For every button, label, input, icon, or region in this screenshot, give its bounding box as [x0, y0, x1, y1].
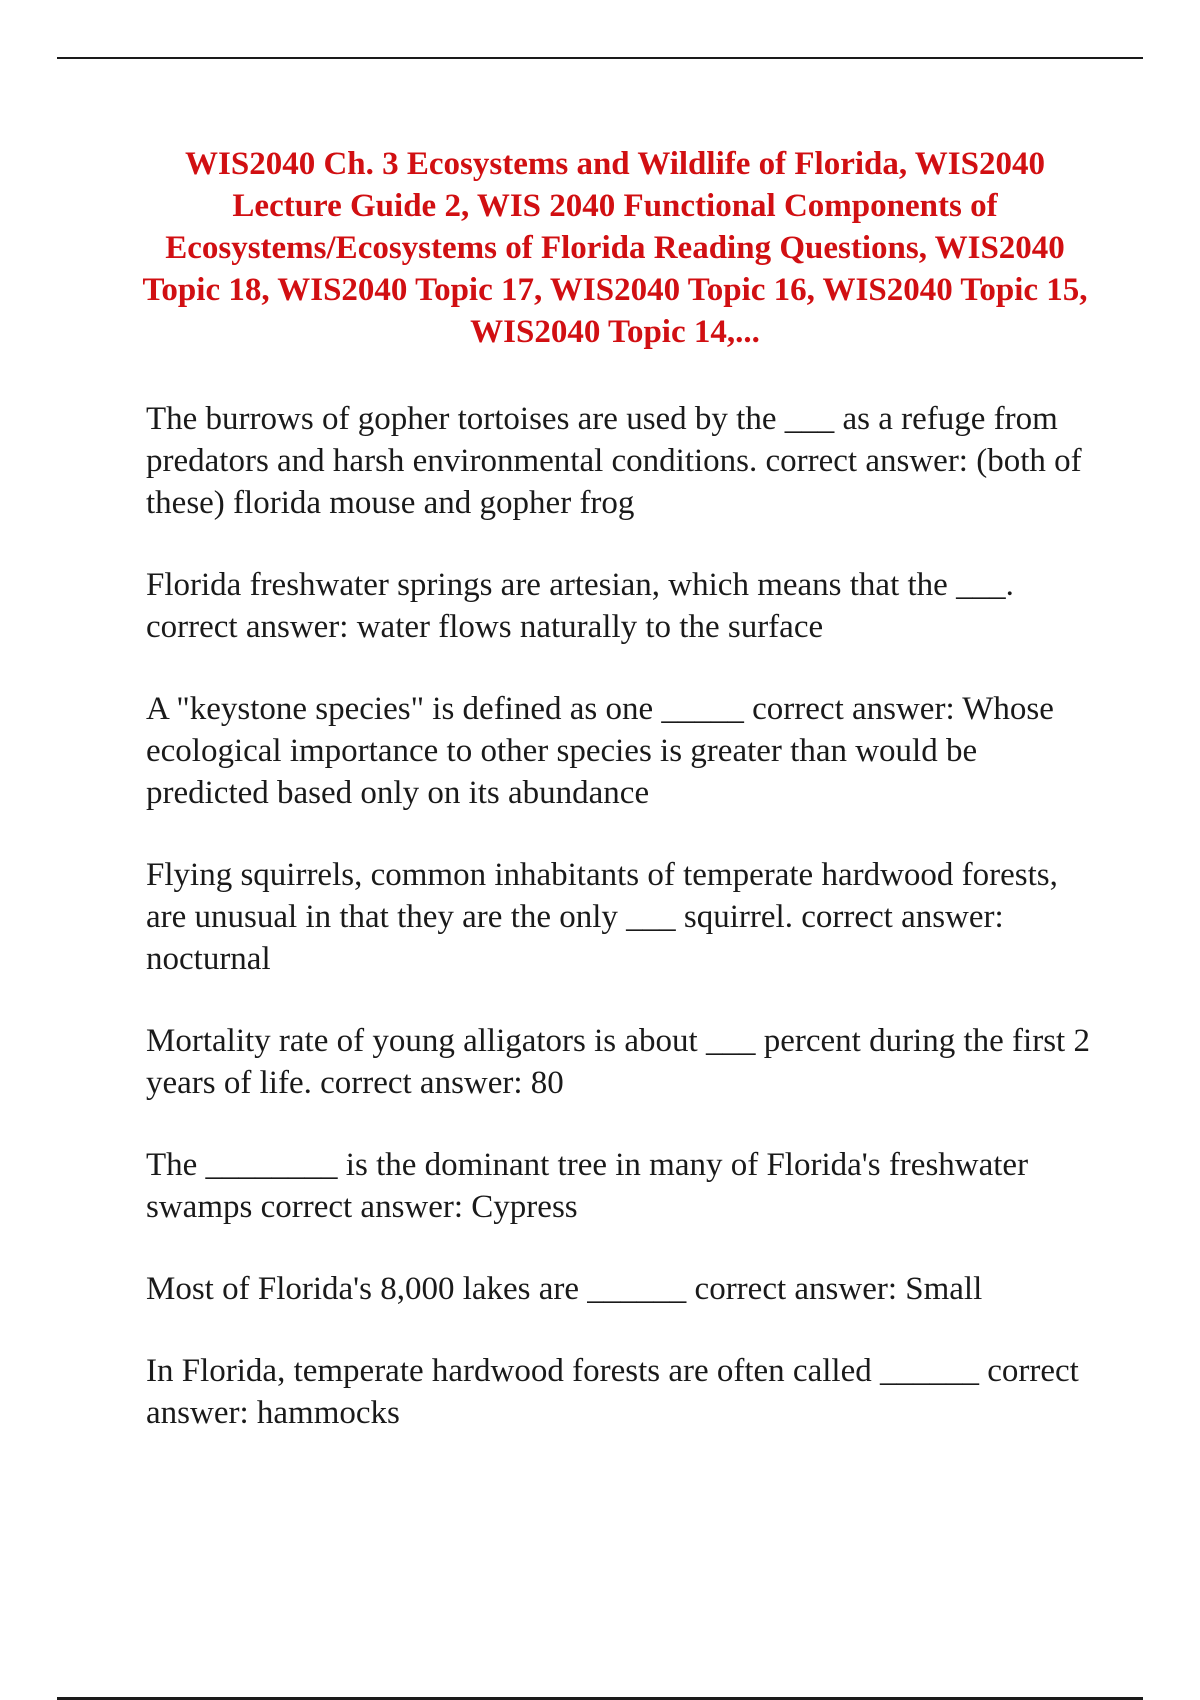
qa-item: Florida freshwater springs are artesian, which means that the ___. correct answer: water flows naturally to the surface	[146, 567, 1014, 645]
qa-item: Mortality rate of young alligators is about ___ percent during the first 2 years of life. correct answer: 80	[146, 1023, 1090, 1101]
question-list	[146, 398, 1106, 1434]
document-title: WIS2040 Ch. 3 Ecosystems and Wildlife of Florida, WIS2040 Lecture Guide 2, WIS 2040 Functional Components of Ecosystems/Ecosystems of Florida Reading Questions, WIS2040 Topic 18, WIS2040 Topic 17, WIS2040 Topic 16, WIS2040 Topic 15, WIS2040 Topic 14,...	[142, 146, 1088, 350]
qa-item: The ________ is the dominant tree in many of Florida's freshwater swamps correct answer: Cypress	[146, 1147, 1029, 1225]
qa-item: A "keystone species" is defined as one _____ correct answer: Whose ecological importance to other species is greater than would be predicted based only on its abundance	[146, 691, 1054, 811]
qa-item: In Florida, temperate hardwood forests are often called ______ correct answer: hammocks	[146, 1353, 1079, 1431]
qa-item: Most of Florida's 8,000 lakes are ______ correct answer: Small	[146, 1271, 983, 1307]
qa-item: Flying squirrels, common inhabitants of temperate hardwood forests, are unusual in that they are the only ___ squirrel. correct answer: nocturnal	[146, 857, 1058, 977]
qa-item: The burrows of gopher tortoises are used by the ___ as a refuge from predators and harsh environmental conditions. correct answer: (both of these) florida mouse and gopher frog	[146, 401, 1082, 521]
top-rule	[57, 57, 1143, 59]
